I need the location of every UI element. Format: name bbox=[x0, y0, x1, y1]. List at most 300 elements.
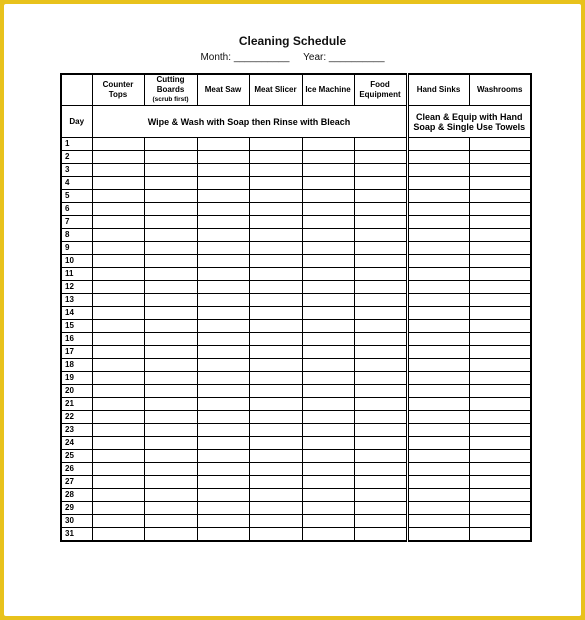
schedule-cell[interactable] bbox=[407, 437, 469, 450]
day-rows bbox=[61, 138, 531, 541]
schedule-cell[interactable] bbox=[469, 476, 531, 489]
schedule-cell[interactable] bbox=[302, 177, 354, 190]
day-number: 13 bbox=[61, 294, 92, 307]
schedule-cell[interactable] bbox=[249, 294, 302, 307]
schedule-cell[interactable] bbox=[469, 437, 531, 450]
schedule-cell[interactable] bbox=[92, 359, 144, 372]
schedule-cell[interactable] bbox=[354, 476, 407, 489]
schedule-cell[interactable] bbox=[302, 255, 354, 268]
schedule-cell[interactable] bbox=[144, 229, 197, 242]
schedule-cell[interactable] bbox=[144, 268, 197, 281]
schedule-cell[interactable] bbox=[249, 203, 302, 216]
table-row bbox=[61, 216, 531, 229]
schedule-cell[interactable] bbox=[144, 346, 197, 359]
schedule-cell[interactable] bbox=[354, 242, 407, 255]
day-number: 24 bbox=[61, 437, 92, 450]
schedule-cell[interactable] bbox=[144, 450, 197, 463]
schedule-cell[interactable] bbox=[354, 424, 407, 437]
schedule-cell[interactable] bbox=[249, 489, 302, 502]
day-number: 1 bbox=[61, 138, 92, 151]
schedule-cell[interactable] bbox=[354, 190, 407, 203]
schedule-cell[interactable] bbox=[144, 385, 197, 398]
schedule-cell[interactable] bbox=[407, 307, 469, 320]
schedule-cell[interactable] bbox=[92, 424, 144, 437]
schedule-cell[interactable] bbox=[354, 437, 407, 450]
schedule-cell[interactable] bbox=[354, 255, 407, 268]
schedule-cell[interactable] bbox=[407, 359, 469, 372]
schedule-cell[interactable] bbox=[249, 268, 302, 281]
table-row bbox=[61, 437, 531, 450]
schedule-cell[interactable] bbox=[302, 294, 354, 307]
schedule-cell[interactable] bbox=[144, 372, 197, 385]
schedule-cell[interactable] bbox=[144, 515, 197, 528]
schedule-cell[interactable] bbox=[407, 463, 469, 476]
schedule-cell[interactable] bbox=[302, 372, 354, 385]
schedule-cell[interactable] bbox=[354, 177, 407, 190]
schedule-cell[interactable] bbox=[469, 294, 531, 307]
schedule-cell[interactable] bbox=[407, 164, 469, 177]
schedule-cell[interactable] bbox=[144, 398, 197, 411]
schedule-cell[interactable] bbox=[249, 242, 302, 255]
schedule-cell[interactable] bbox=[197, 281, 249, 294]
schedule-cell[interactable] bbox=[407, 411, 469, 424]
schedule-cell[interactable] bbox=[302, 307, 354, 320]
schedule-cell[interactable] bbox=[92, 268, 144, 281]
table-row bbox=[61, 333, 531, 346]
schedule-cell[interactable] bbox=[407, 398, 469, 411]
col-header-counter-tops: Counter Tops bbox=[92, 74, 144, 106]
schedule-cell[interactable] bbox=[302, 528, 354, 541]
schedule-cell[interactable] bbox=[144, 320, 197, 333]
schedule-cell[interactable] bbox=[407, 177, 469, 190]
schedule-cell[interactable] bbox=[354, 164, 407, 177]
instruction-row bbox=[61, 106, 531, 138]
schedule-cell[interactable] bbox=[197, 151, 249, 164]
document-page bbox=[4, 4, 581, 616]
schedule-cell[interactable] bbox=[469, 177, 531, 190]
day-number: 28 bbox=[61, 489, 92, 502]
schedule-cell[interactable] bbox=[469, 203, 531, 216]
schedule-cell[interactable] bbox=[249, 138, 302, 151]
schedule-cell[interactable] bbox=[469, 515, 531, 528]
schedule-cell[interactable] bbox=[407, 450, 469, 463]
table-row bbox=[61, 203, 531, 216]
schedule-cell[interactable] bbox=[302, 268, 354, 281]
schedule-cell[interactable] bbox=[302, 151, 354, 164]
schedule-cell[interactable] bbox=[354, 320, 407, 333]
schedule-cell[interactable] bbox=[249, 385, 302, 398]
col-header-meat-saw: Meat Saw bbox=[197, 74, 249, 106]
schedule-cell[interactable] bbox=[469, 411, 531, 424]
col-header-ice-machine: Ice Machine bbox=[302, 74, 354, 106]
schedule-cell[interactable] bbox=[354, 502, 407, 515]
schedule-cell[interactable] bbox=[469, 450, 531, 463]
schedule-cell[interactable] bbox=[407, 346, 469, 359]
schedule-cell[interactable] bbox=[249, 476, 302, 489]
schedule-cell[interactable] bbox=[197, 502, 249, 515]
schedule-cell[interactable] bbox=[92, 372, 144, 385]
table-row bbox=[61, 502, 531, 515]
schedule-cell[interactable] bbox=[407, 294, 469, 307]
table-row bbox=[61, 294, 531, 307]
schedule-cell[interactable] bbox=[144, 216, 197, 229]
schedule-cell[interactable] bbox=[92, 489, 144, 502]
schedule-cell[interactable] bbox=[469, 333, 531, 346]
schedule-cell[interactable] bbox=[302, 320, 354, 333]
table-row bbox=[61, 151, 531, 164]
schedule-cell[interactable] bbox=[144, 177, 197, 190]
schedule-cell[interactable] bbox=[197, 177, 249, 190]
schedule-cell[interactable] bbox=[407, 281, 469, 294]
day-number: 4 bbox=[61, 177, 92, 190]
schedule-cell[interactable] bbox=[354, 346, 407, 359]
schedule-cell[interactable] bbox=[144, 476, 197, 489]
schedule-cell[interactable] bbox=[469, 398, 531, 411]
schedule-cell[interactable] bbox=[197, 346, 249, 359]
schedule-cell[interactable] bbox=[469, 190, 531, 203]
schedule-cell[interactable] bbox=[249, 229, 302, 242]
schedule-cell[interactable] bbox=[249, 437, 302, 450]
schedule-cell[interactable] bbox=[407, 476, 469, 489]
schedule-cell[interactable] bbox=[144, 294, 197, 307]
table-row bbox=[61, 346, 531, 359]
schedule-cell[interactable] bbox=[302, 489, 354, 502]
schedule-cell[interactable] bbox=[302, 502, 354, 515]
schedule-cell[interactable] bbox=[197, 138, 249, 151]
schedule-cell[interactable] bbox=[302, 138, 354, 151]
schedule-cell[interactable] bbox=[249, 151, 302, 164]
schedule-cell[interactable] bbox=[407, 255, 469, 268]
schedule-cell[interactable] bbox=[249, 502, 302, 515]
schedule-cell[interactable] bbox=[197, 307, 249, 320]
schedule-cell[interactable] bbox=[407, 242, 469, 255]
year-label: Year: bbox=[303, 52, 327, 63]
schedule-cell[interactable] bbox=[354, 138, 407, 151]
schedule-cell[interactable] bbox=[92, 333, 144, 346]
day-header: Day bbox=[61, 106, 92, 138]
schedule-cell[interactable] bbox=[144, 138, 197, 151]
schedule-cell[interactable] bbox=[197, 424, 249, 437]
schedule-cell[interactable] bbox=[249, 333, 302, 346]
schedule-cell[interactable] bbox=[469, 242, 531, 255]
schedule-cell[interactable] bbox=[469, 138, 531, 151]
schedule-cell[interactable] bbox=[354, 307, 407, 320]
schedule-cell[interactable] bbox=[354, 216, 407, 229]
schedule-cell[interactable] bbox=[144, 281, 197, 294]
table-row bbox=[61, 138, 531, 151]
schedule-cell[interactable] bbox=[469, 281, 531, 294]
schedule-cell[interactable] bbox=[249, 515, 302, 528]
schedule-cell[interactable] bbox=[354, 463, 407, 476]
schedule-cell[interactable] bbox=[144, 307, 197, 320]
schedule-cell[interactable] bbox=[144, 164, 197, 177]
schedule-cell[interactable] bbox=[92, 515, 144, 528]
schedule-cell[interactable] bbox=[302, 359, 354, 372]
schedule-cell[interactable] bbox=[144, 190, 197, 203]
schedule-cell[interactable] bbox=[197, 203, 249, 216]
schedule-cell[interactable] bbox=[144, 203, 197, 216]
schedule-cell[interactable] bbox=[407, 502, 469, 515]
schedule-cell[interactable] bbox=[407, 515, 469, 528]
schedule-cell[interactable] bbox=[469, 385, 531, 398]
document-title: Cleaning Schedule bbox=[238, 34, 347, 48]
schedule-cell[interactable] bbox=[302, 463, 354, 476]
schedule-cell[interactable] bbox=[92, 450, 144, 463]
schedule-cell[interactable] bbox=[249, 190, 302, 203]
schedule-cell[interactable] bbox=[407, 333, 469, 346]
schedule-cell[interactable] bbox=[197, 229, 249, 242]
schedule-cell[interactable] bbox=[469, 528, 531, 541]
day-number: 5 bbox=[61, 190, 92, 203]
table-row bbox=[61, 177, 531, 190]
day-number: 9 bbox=[61, 242, 92, 255]
day-number: 30 bbox=[61, 515, 92, 528]
schedule-cell[interactable] bbox=[302, 242, 354, 255]
schedule-cell[interactable] bbox=[92, 385, 144, 398]
table-row bbox=[61, 411, 531, 424]
schedule-cell[interactable] bbox=[92, 164, 144, 177]
schedule-cell[interactable] bbox=[354, 372, 407, 385]
table-row bbox=[61, 398, 531, 411]
schedule-cell[interactable] bbox=[354, 151, 407, 164]
schedule-cell[interactable] bbox=[92, 281, 144, 294]
schedule-cell[interactable] bbox=[249, 216, 302, 229]
schedule-cell[interactable] bbox=[197, 242, 249, 255]
schedule-cell[interactable] bbox=[197, 320, 249, 333]
schedule-cell[interactable] bbox=[407, 229, 469, 242]
schedule-cell[interactable] bbox=[407, 320, 469, 333]
schedule-cell[interactable] bbox=[354, 229, 407, 242]
schedule-cell[interactable] bbox=[92, 502, 144, 515]
schedule-cell[interactable] bbox=[197, 255, 249, 268]
schedule-cell[interactable] bbox=[197, 398, 249, 411]
day-number: 15 bbox=[61, 320, 92, 333]
schedule-cell[interactable] bbox=[407, 528, 469, 541]
schedule-cell[interactable] bbox=[249, 463, 302, 476]
schedule-cell[interactable] bbox=[144, 489, 197, 502]
schedule-cell[interactable] bbox=[469, 320, 531, 333]
schedule-cell[interactable] bbox=[354, 281, 407, 294]
schedule-cell[interactable] bbox=[92, 320, 144, 333]
schedule-cell[interactable] bbox=[407, 151, 469, 164]
table-row bbox=[61, 190, 531, 203]
clean-instruction: Clean & Equip with Hand Soap & Single Use Towels bbox=[407, 106, 531, 138]
year-blank: __________ bbox=[328, 52, 385, 63]
schedule-cell[interactable] bbox=[144, 502, 197, 515]
schedule-cell[interactable] bbox=[302, 229, 354, 242]
schedule-cell[interactable] bbox=[469, 489, 531, 502]
schedule-cell[interactable] bbox=[354, 268, 407, 281]
schedule-cell[interactable] bbox=[354, 359, 407, 372]
cleaning-schedule-table bbox=[60, 73, 532, 542]
schedule-cell[interactable] bbox=[469, 372, 531, 385]
schedule-cell[interactable] bbox=[197, 164, 249, 177]
col-header-meat-slicer: Meat Slicer bbox=[249, 74, 302, 106]
schedule-cell[interactable] bbox=[92, 190, 144, 203]
schedule-cell[interactable] bbox=[92, 294, 144, 307]
schedule-cell[interactable] bbox=[197, 476, 249, 489]
schedule-cell[interactable] bbox=[302, 216, 354, 229]
schedule-cell[interactable] bbox=[354, 489, 407, 502]
schedule-cell[interactable] bbox=[249, 346, 302, 359]
schedule-cell[interactable] bbox=[249, 307, 302, 320]
schedule-cell[interactable] bbox=[92, 177, 144, 190]
table-row bbox=[61, 463, 531, 476]
schedule-cell[interactable] bbox=[249, 320, 302, 333]
day-number: 27 bbox=[61, 476, 92, 489]
schedule-cell[interactable] bbox=[407, 190, 469, 203]
day-number: 20 bbox=[61, 385, 92, 398]
schedule-cell[interactable] bbox=[469, 164, 531, 177]
schedule-cell[interactable] bbox=[144, 255, 197, 268]
schedule-cell[interactable] bbox=[469, 424, 531, 437]
schedule-cell[interactable] bbox=[249, 281, 302, 294]
schedule-cell[interactable] bbox=[407, 385, 469, 398]
day-number: 22 bbox=[61, 411, 92, 424]
schedule-cell[interactable] bbox=[469, 229, 531, 242]
schedule-cell[interactable] bbox=[469, 255, 531, 268]
schedule-cell[interactable] bbox=[144, 359, 197, 372]
day-number: 8 bbox=[61, 229, 92, 242]
schedule-cell[interactable] bbox=[144, 424, 197, 437]
col-header-cutting-boards bbox=[144, 74, 197, 106]
schedule-cell[interactable] bbox=[92, 242, 144, 255]
schedule-cell[interactable] bbox=[249, 450, 302, 463]
schedule-cell[interactable] bbox=[407, 372, 469, 385]
schedule-cell[interactable] bbox=[469, 346, 531, 359]
month-year-line bbox=[4, 52, 581, 63]
schedule-cell[interactable] bbox=[144, 437, 197, 450]
schedule-cell[interactable] bbox=[92, 463, 144, 476]
schedule-cell[interactable] bbox=[407, 489, 469, 502]
schedule-cell[interactable] bbox=[197, 515, 249, 528]
schedule-cell[interactable] bbox=[144, 333, 197, 346]
schedule-cell[interactable] bbox=[249, 398, 302, 411]
schedule-cell[interactable] bbox=[197, 411, 249, 424]
schedule-cell[interactable] bbox=[144, 151, 197, 164]
schedule-cell[interactable] bbox=[144, 463, 197, 476]
schedule-cell[interactable] bbox=[197, 190, 249, 203]
schedule-cell[interactable] bbox=[354, 450, 407, 463]
column-header-row bbox=[61, 74, 531, 106]
schedule-cell[interactable] bbox=[92, 476, 144, 489]
schedule-cell[interactable] bbox=[197, 385, 249, 398]
table-row bbox=[61, 255, 531, 268]
schedule-cell[interactable] bbox=[197, 216, 249, 229]
schedule-cell[interactable] bbox=[407, 203, 469, 216]
table-row bbox=[61, 476, 531, 489]
schedule-cell[interactable] bbox=[302, 346, 354, 359]
schedule-cell[interactable] bbox=[354, 333, 407, 346]
col-header-food-equipment: Food Equipment bbox=[354, 74, 407, 106]
schedule-cell[interactable] bbox=[302, 333, 354, 346]
schedule-cell[interactable] bbox=[249, 411, 302, 424]
schedule-cell[interactable] bbox=[302, 203, 354, 216]
schedule-cell[interactable] bbox=[407, 138, 469, 151]
schedule-cell[interactable] bbox=[407, 216, 469, 229]
schedule-cell[interactable] bbox=[92, 255, 144, 268]
schedule-cell[interactable] bbox=[469, 307, 531, 320]
schedule-cell[interactable] bbox=[302, 476, 354, 489]
schedule-cell[interactable] bbox=[302, 164, 354, 177]
schedule-cell[interactable] bbox=[92, 307, 144, 320]
schedule-cell[interactable] bbox=[302, 437, 354, 450]
schedule-cell[interactable] bbox=[92, 216, 144, 229]
schedule-cell[interactable] bbox=[407, 268, 469, 281]
schedule-cell[interactable] bbox=[249, 255, 302, 268]
schedule-cell[interactable] bbox=[302, 398, 354, 411]
schedule-cell[interactable] bbox=[92, 528, 144, 541]
schedule-cell[interactable] bbox=[469, 502, 531, 515]
schedule-cell[interactable] bbox=[302, 450, 354, 463]
schedule-cell[interactable] bbox=[249, 424, 302, 437]
schedule-cell[interactable] bbox=[92, 151, 144, 164]
schedule-cell[interactable] bbox=[92, 203, 144, 216]
schedule-cell[interactable] bbox=[354, 203, 407, 216]
day-number: 18 bbox=[61, 359, 92, 372]
schedule-cell[interactable] bbox=[469, 216, 531, 229]
schedule-cell[interactable] bbox=[92, 138, 144, 151]
schedule-cell[interactable] bbox=[249, 164, 302, 177]
schedule-cell[interactable] bbox=[354, 528, 407, 541]
schedule-cell[interactable] bbox=[249, 372, 302, 385]
table-row bbox=[61, 515, 531, 528]
schedule-cell[interactable] bbox=[249, 177, 302, 190]
schedule-cell[interactable] bbox=[469, 359, 531, 372]
schedule-cell[interactable] bbox=[144, 242, 197, 255]
schedule-cell[interactable] bbox=[92, 437, 144, 450]
schedule-cell[interactable] bbox=[354, 411, 407, 424]
schedule-cell[interactable] bbox=[469, 268, 531, 281]
schedule-cell[interactable] bbox=[302, 424, 354, 437]
day-number: 25 bbox=[61, 450, 92, 463]
schedule-cell[interactable] bbox=[302, 281, 354, 294]
schedule-cell[interactable] bbox=[249, 528, 302, 541]
col-header-washrooms: Washrooms bbox=[469, 74, 531, 106]
schedule-cell[interactable] bbox=[197, 450, 249, 463]
schedule-cell[interactable] bbox=[92, 411, 144, 424]
schedule-cell[interactable] bbox=[469, 463, 531, 476]
schedule-cell[interactable] bbox=[197, 489, 249, 502]
schedule-cell[interactable] bbox=[354, 515, 407, 528]
schedule-cell[interactable] bbox=[249, 359, 302, 372]
table-row bbox=[61, 164, 531, 177]
day-number: 10 bbox=[61, 255, 92, 268]
schedule-cell[interactable] bbox=[92, 398, 144, 411]
schedule-cell[interactable] bbox=[144, 528, 197, 541]
schedule-cell[interactable] bbox=[197, 528, 249, 541]
schedule-cell[interactable] bbox=[144, 411, 197, 424]
schedule-cell[interactable] bbox=[354, 294, 407, 307]
schedule-cell[interactable] bbox=[302, 411, 354, 424]
schedule-cell[interactable] bbox=[302, 515, 354, 528]
schedule-cell[interactable] bbox=[92, 346, 144, 359]
schedule-cell[interactable] bbox=[92, 229, 144, 242]
schedule-cell[interactable] bbox=[469, 151, 531, 164]
schedule-cell[interactable] bbox=[197, 437, 249, 450]
schedule-cell[interactable] bbox=[407, 424, 469, 437]
schedule-cell[interactable] bbox=[197, 372, 249, 385]
schedule-cell[interactable] bbox=[197, 333, 249, 346]
schedule-cell[interactable] bbox=[197, 463, 249, 476]
schedule-cell[interactable] bbox=[354, 398, 407, 411]
schedule-cell[interactable] bbox=[197, 294, 249, 307]
schedule-cell[interactable] bbox=[354, 385, 407, 398]
schedule-cell[interactable] bbox=[197, 268, 249, 281]
schedule-cell[interactable] bbox=[197, 359, 249, 372]
schedule-cell[interactable] bbox=[302, 385, 354, 398]
schedule-cell[interactable] bbox=[302, 190, 354, 203]
